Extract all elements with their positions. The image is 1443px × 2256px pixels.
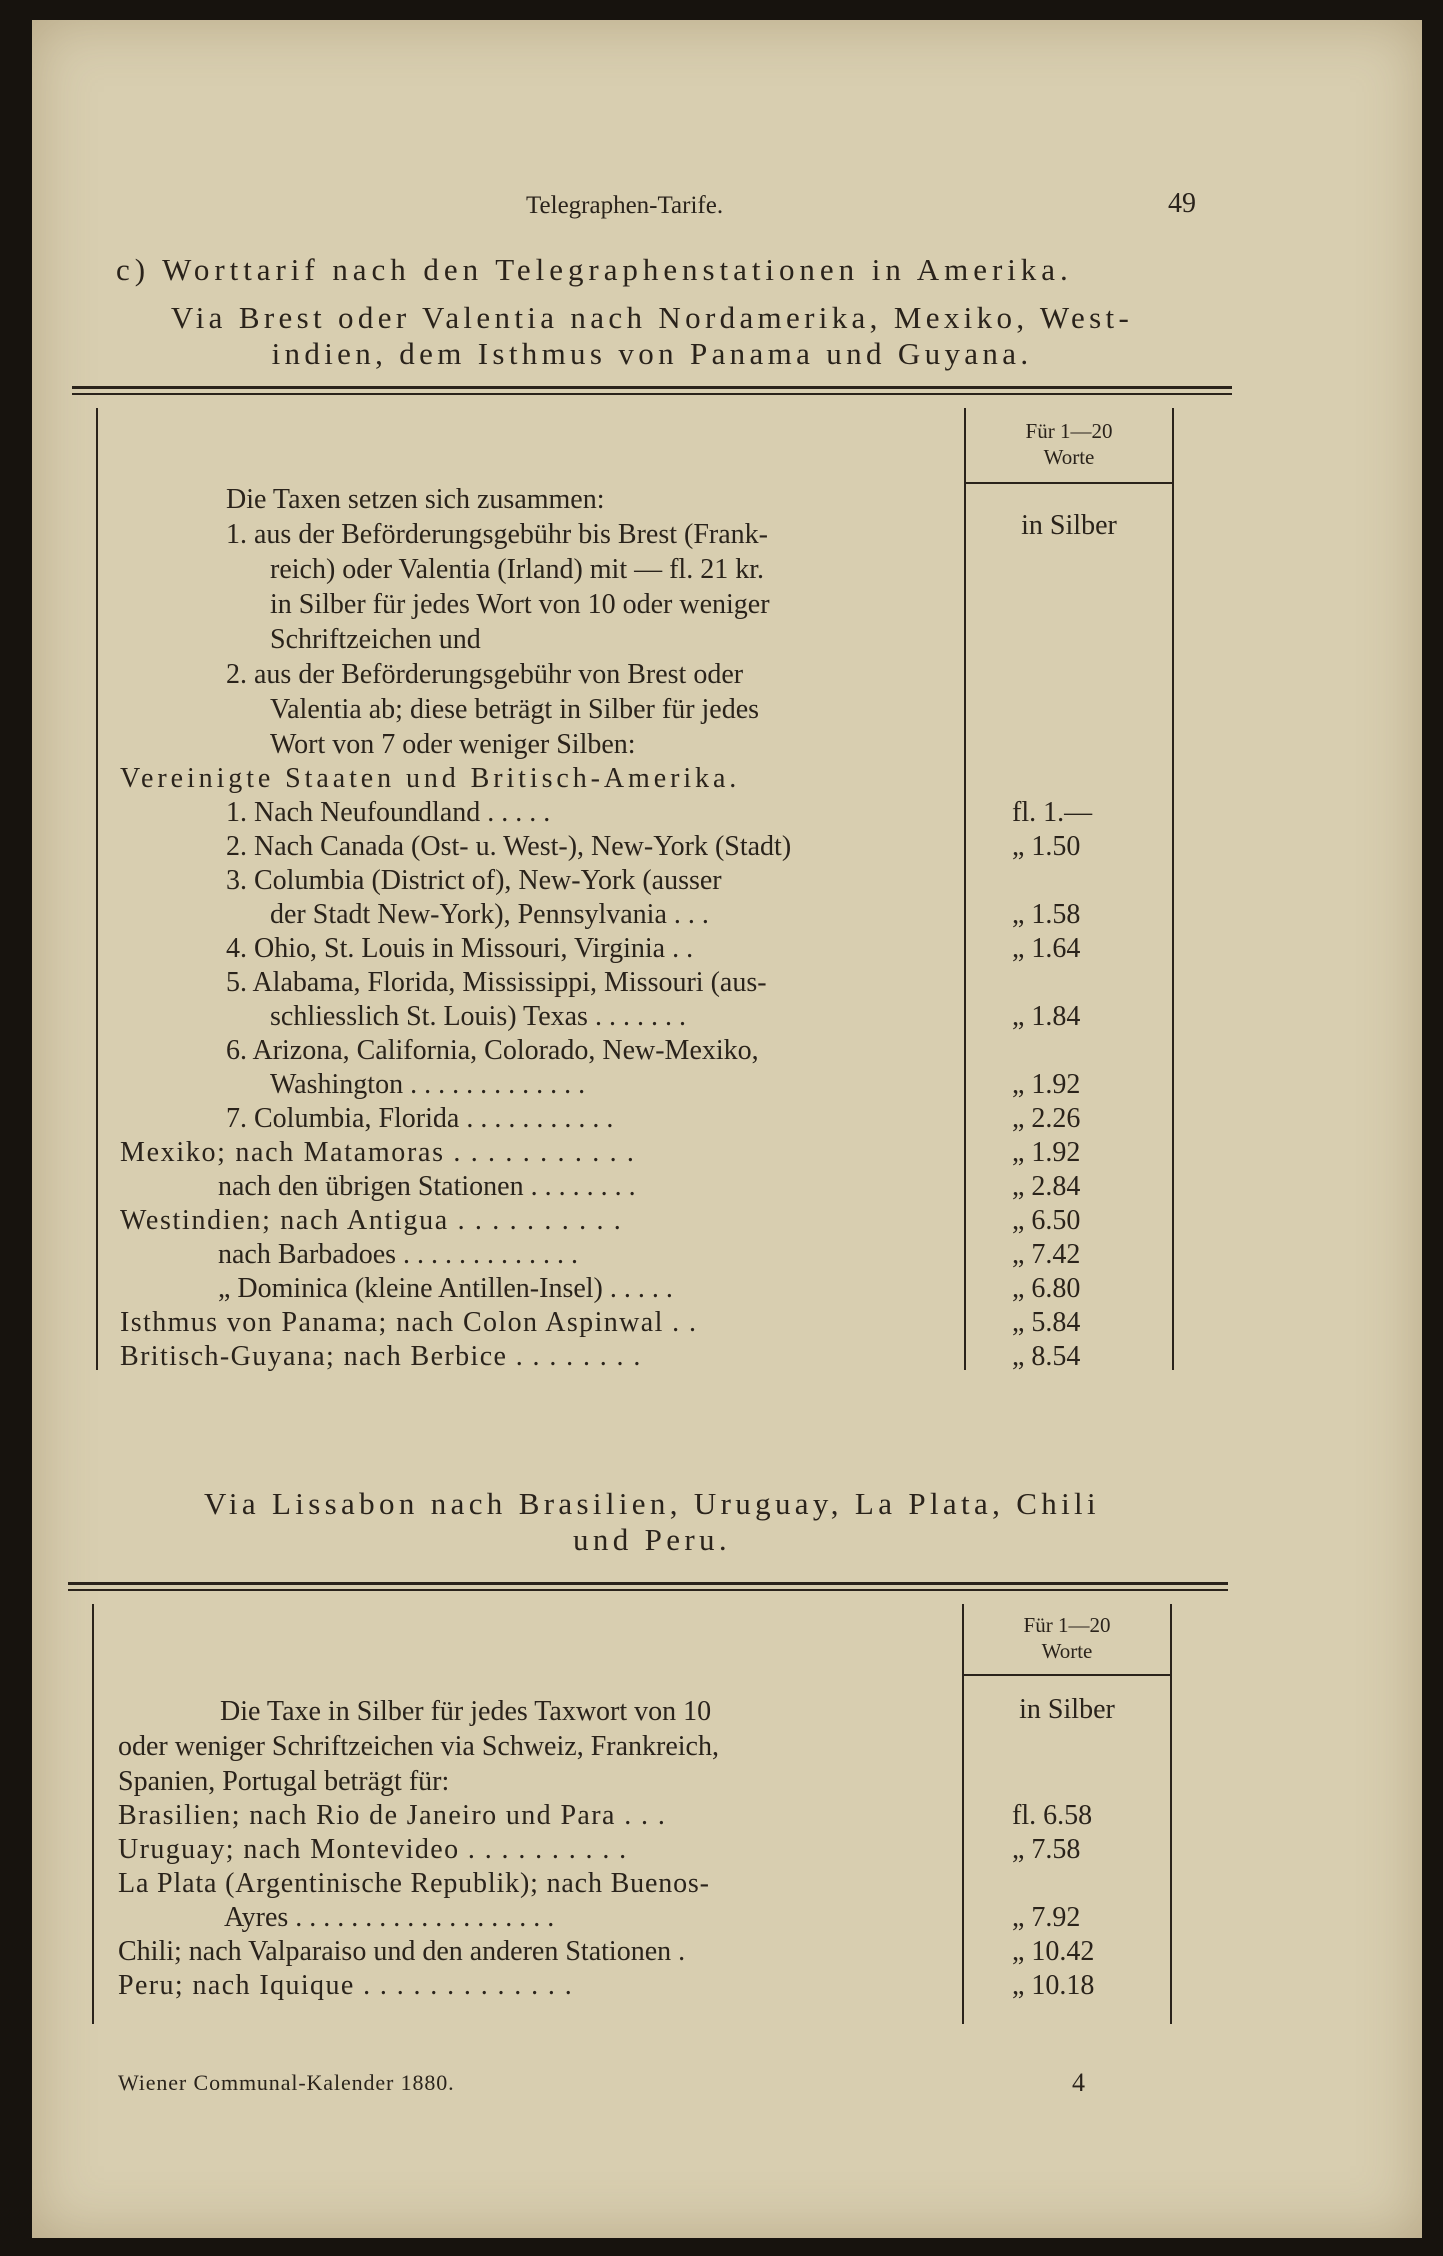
intro-line: Valentia ab; diese beträgt in Silber für jedes bbox=[270, 694, 760, 725]
table-row: Washington . . . . . . . . . . . . . bbox=[270, 1069, 586, 1100]
page-number: 49 bbox=[1168, 188, 1196, 219]
table-row: 4. Ohio, St. Louis in Missouri, Virginia . . bbox=[226, 933, 694, 964]
footer-publication: Wiener Communal-Kalender 1880. bbox=[118, 2070, 455, 2095]
table-row: Uruguay; nach Montevideo . . . . . . . . . . bbox=[118, 1834, 628, 1865]
tariff-value: „ 5.84 bbox=[1012, 1307, 1081, 1338]
table2-colhead-line1: Für 1—20 bbox=[1023, 1613, 1111, 1637]
tariff-value: „ 10.18 bbox=[1012, 1970, 1095, 2001]
section-2-subtitle-line1: Via Lissabon nach Brasilien, Uruguay, La Plata, Chili bbox=[204, 1486, 1100, 1521]
running-title: Telegraphen-Tarife. bbox=[526, 192, 724, 219]
tariff-value: fl. 1.— bbox=[1012, 797, 1093, 828]
table-row: 3. Columbia (District of), New-York (ausser bbox=[226, 865, 722, 896]
table-row: nach den übrigen Stationen . . . . . . . . bbox=[218, 1171, 636, 1202]
intro-line: Die Taxen setzen sich zusammen: bbox=[226, 484, 605, 515]
tariff-value: „ 8.54 bbox=[1012, 1341, 1081, 1372]
table1-unit: in Silber bbox=[1021, 510, 1117, 541]
table-row: schliesslich St. Louis) Texas . . . . . . . bbox=[270, 1001, 686, 1032]
footer-signature-mark: 4 bbox=[1072, 2068, 1087, 2097]
section-c-subtitle-line1: Via Brest oder Valentia nach Nordamerika, Mexiko, West- bbox=[170, 300, 1134, 335]
page bbox=[32, 20, 1422, 2238]
tariff-value: „ 10.42 bbox=[1012, 1936, 1095, 1967]
intro-line: 2. aus der Beförderungsgebühr von Brest oder bbox=[226, 659, 744, 690]
table-row: „ Dominica (kleine Antillen-Insel) . . . . . bbox=[218, 1273, 673, 1304]
tariff-value: „ 1.84 bbox=[1012, 1001, 1081, 1032]
table1-colhead-line1: Für 1—20 bbox=[1025, 419, 1113, 443]
table-row: Isthmus von Panama; nach Colon Aspinwal . . bbox=[120, 1307, 698, 1338]
table-row: der Stadt New-York), Pennsylvania . . . bbox=[270, 899, 709, 930]
intro-line: Schriftzeichen und bbox=[270, 624, 481, 655]
table1-top-rule bbox=[72, 386, 1232, 389]
intro-line: Wort von 7 oder weniger Silben: bbox=[270, 729, 636, 760]
table2-top-rule bbox=[68, 1582, 1228, 1585]
tariff-value: „ 6.80 bbox=[1012, 1273, 1081, 1304]
table2-column-divider bbox=[962, 1604, 964, 2024]
table-row: Westindien; nach Antigua . . . . . . . . . . bbox=[120, 1205, 623, 1236]
intro-line: oder weniger Schriftzeichen via Schweiz, Frankreich, bbox=[118, 1731, 719, 1762]
tariff-value: „ 1.64 bbox=[1012, 933, 1081, 964]
tariff-value: „ 6.50 bbox=[1012, 1205, 1081, 1236]
tariff-value: „ 1.92 bbox=[1012, 1069, 1081, 1100]
table-row: 7. Columbia, Florida . . . . . . . . . . . bbox=[226, 1103, 614, 1134]
intro-line: reich) oder Valentia (Irland) mit — fl. 21 kr. bbox=[270, 554, 764, 585]
table1-right-border bbox=[1172, 408, 1174, 1370]
table-row: Brasilien; nach Rio de Janeiro und Para . . . bbox=[118, 1800, 667, 1831]
table-row: nach Barbadoes . . . . . . . . . . . . . bbox=[218, 1239, 579, 1270]
tariff-value: „ 1.92 bbox=[1012, 1137, 1081, 1168]
table2-right-border bbox=[1170, 1604, 1172, 2024]
section-c-subtitle-line2: indien, dem Isthmus von Panama und Guyana. bbox=[271, 336, 1033, 371]
table1-colhead bbox=[966, 418, 1172, 470]
intro-line: Spanien, Portugal beträgt für: bbox=[118, 1766, 450, 1797]
table2-top-rule-thin bbox=[68, 1589, 1228, 1591]
table2-colhead-line2: Worte bbox=[1041, 1639, 1093, 1663]
table-row: La Plata (Argentinische Republik); nach Buenos- bbox=[118, 1868, 710, 1899]
table-row: 5. Alabama, Florida, Mississippi, Missouri (aus- bbox=[226, 967, 767, 998]
table-row: Ayres . . . . . . . . . . . . . . . . . . . bbox=[224, 1902, 555, 1933]
tariff-value: „ 7.58 bbox=[1012, 1834, 1081, 1865]
table-row: Vereinigte Staaten und Britisch-Amerika. bbox=[120, 763, 741, 794]
tariff-value: fl. 6.58 bbox=[1012, 1800, 1093, 1831]
table-row: Mexiko; nach Matamoras . . . . . . . . . . . bbox=[120, 1137, 636, 1168]
table-row: 6. Arizona, California, Colorado, New-Mexiko, bbox=[226, 1035, 759, 1066]
table2-colhead-rule bbox=[962, 1674, 1172, 1676]
section-2-subtitle-line2: und Peru. bbox=[573, 1522, 731, 1557]
tariff-value: „ 1.58 bbox=[1012, 899, 1081, 930]
table-row: 1. Nach Neufoundland . . . . . bbox=[226, 797, 551, 828]
intro-line: Die Taxe in Silber für jedes Taxwort von 10 bbox=[220, 1696, 712, 1727]
table-row: Chili; nach Valparaiso und den anderen Stationen . bbox=[118, 1936, 686, 1967]
table1-left-border bbox=[96, 408, 98, 1370]
table2-colhead bbox=[964, 1612, 1170, 1664]
table-row: 2. Nach Canada (Ost- u. West-), New-York (Stadt) bbox=[226, 831, 792, 862]
table-row: Peru; nach Iquique . . . . . . . . . . . . . bbox=[118, 1970, 574, 2001]
table2-unit: in Silber bbox=[1019, 1694, 1115, 1725]
tariff-value: „ 2.26 bbox=[1012, 1103, 1081, 1134]
table1-colhead-line2: Worte bbox=[1043, 445, 1095, 469]
tariff-value: „ 7.92 bbox=[1012, 1902, 1081, 1933]
tariff-value: „ 2.84 bbox=[1012, 1171, 1081, 1202]
intro-line: in Silber für jedes Wort von 10 oder weniger bbox=[270, 589, 770, 620]
intro-line: 1. aus der Beförderungsgebühr bis Brest (Frank- bbox=[226, 519, 768, 550]
table-row: Britisch-Guyana; nach Berbice . . . . . . . . bbox=[120, 1341, 642, 1372]
table1-colhead-rule bbox=[964, 482, 1174, 484]
section-c-title: c) Worttarif nach den Telegraphenstationen in Amerika. bbox=[116, 252, 1073, 287]
tariff-value: „ 7.42 bbox=[1012, 1239, 1081, 1270]
table1-column-divider bbox=[964, 408, 966, 1370]
table1-top-rule-thin bbox=[72, 393, 1232, 395]
tariff-value: „ 1.50 bbox=[1012, 831, 1081, 862]
table2-left-border bbox=[92, 1604, 94, 2024]
